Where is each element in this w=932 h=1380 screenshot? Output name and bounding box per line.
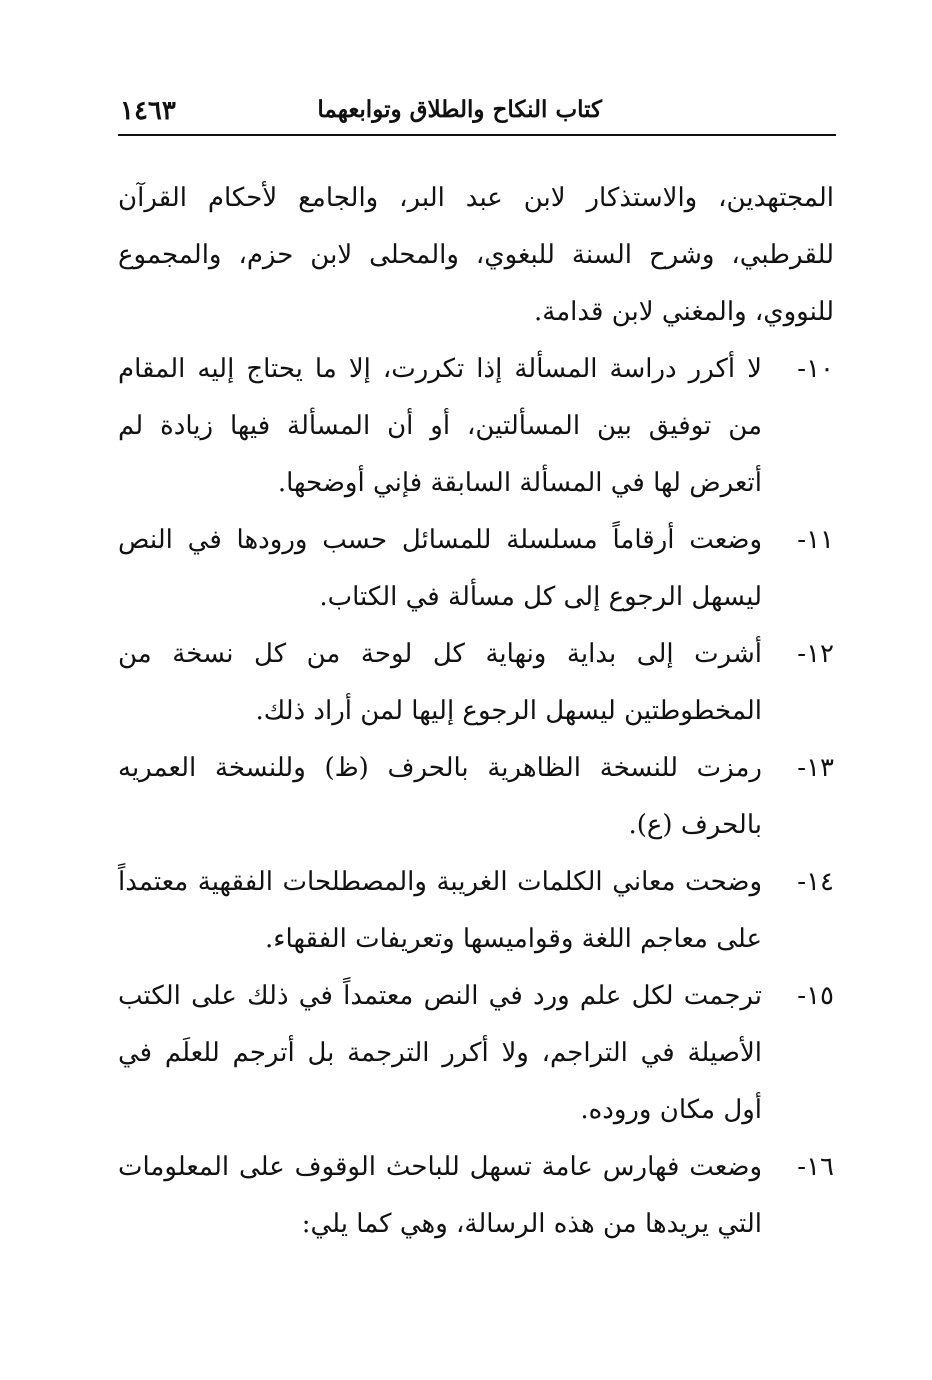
list-item-14 xyxy=(118,854,834,968)
item-number: ١٢- xyxy=(797,639,834,669)
item-number: ١٦- xyxy=(797,1152,834,1182)
item-text: ترجمت لكل علم ورد في النص معتمداً في ذلك على الكتب الأصيلة في التراجم، ولا أكرر الترجمة بل أترجم للعلَم في أول مكان وروده. xyxy=(118,981,762,1125)
main-text xyxy=(118,170,834,1253)
item-number: ١٠- xyxy=(797,354,834,384)
item-number: ١١- xyxy=(797,525,834,555)
item-number: ١٣- xyxy=(797,753,834,783)
list-item-11 xyxy=(118,512,834,626)
list-item-16 xyxy=(118,1139,834,1253)
item-text: لا أكرر دراسة المسألة إذا تكررت، إلا ما يحتاج إليه المقام من توفيق بين المسألتين، أو أن المسألة فيها زيادة لم أتعرض لها في المسألة السابقة فإني أوضحها. xyxy=(118,354,762,498)
list-item-15 xyxy=(118,968,834,1139)
item-number: ١٤- xyxy=(797,867,834,897)
list-item-13 xyxy=(118,740,834,854)
header-divider xyxy=(118,134,836,136)
item-text: وضعت أرقاماً مسلسلة للمسائل حسب ورودها في النص ليسهل الرجوع إلى كل مسألة في الكتاب. xyxy=(118,525,762,612)
list-item-12 xyxy=(118,626,834,740)
chapter-title: كتاب النكاح والطلاق وتوابعهما xyxy=(317,96,602,123)
list-item-10 xyxy=(118,341,834,512)
intro-paragraph: المجتهدين، والاستذكار لابن عبد البر، والجامع لأحكام القرآن للقرطبي، وشرح السنة للبغوي، والمحلى لابن حزم، والمجموع للنووي، والمغني لابن قدامة. xyxy=(118,183,834,327)
item-text: أشرت إلى بداية ونهاية كل لوحة من كل نسخة من المخطوطتين ليسهل الرجوع إليها لمن أراد ذلك. xyxy=(118,639,762,726)
running-header xyxy=(118,92,834,132)
item-text: وضحت معاني الكلمات الغريبة والمصطلحات الفقهية معتمداً على معاجم اللغة وقواميسها وتعريفات الفقهاء. xyxy=(118,867,762,954)
item-number: ١٥- xyxy=(797,981,834,1011)
item-text: رمزت للنسخة الظاهرية بالحرف (ظ) وللنسخة العمريه بالحرف (ع). xyxy=(118,753,762,840)
item-text: وضعت فهارس عامة تسهل للباحث الوقوف على المعلومات التي يريدها من هذه الرسالة، وهي كما يلي: xyxy=(118,1152,762,1239)
page-number: ١٤٦٣ xyxy=(120,96,176,126)
